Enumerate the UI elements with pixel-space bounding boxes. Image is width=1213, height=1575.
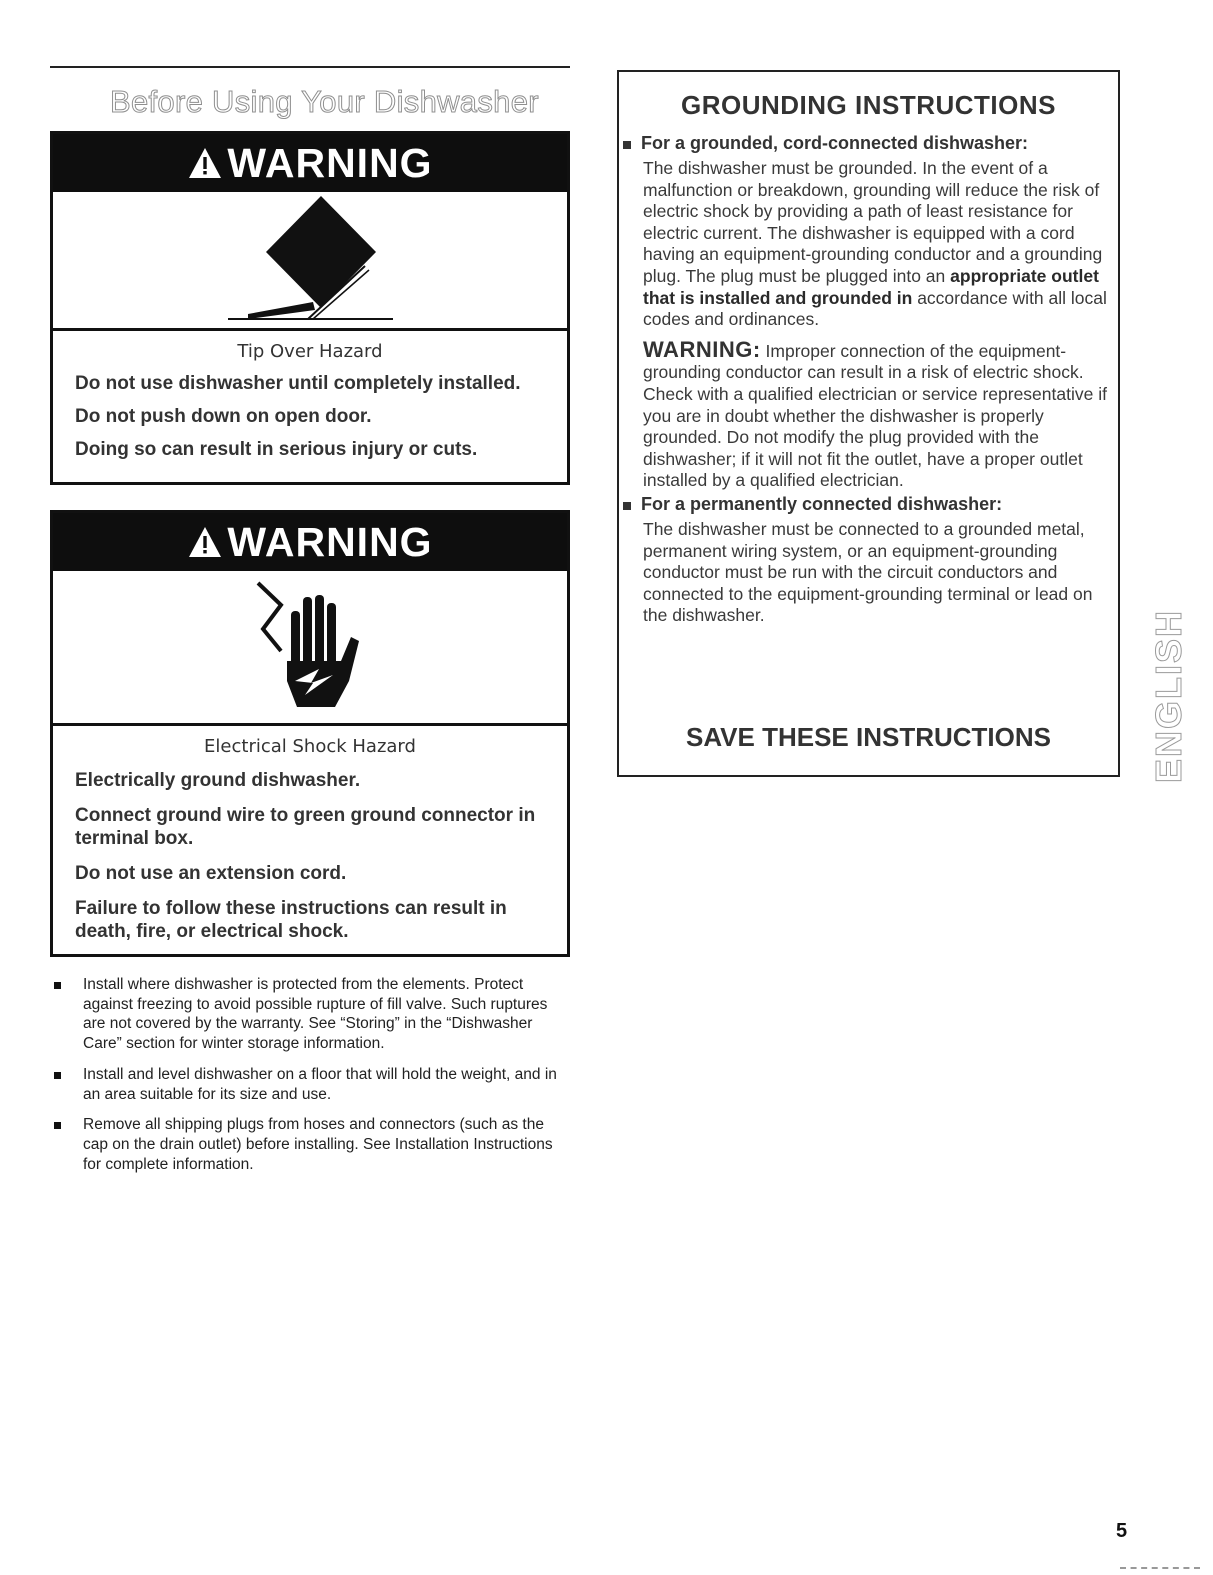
list-item-text: Remove all shipping plugs from hoses and connectors (such as the cap on the drain outlet) before installing. See Installation Instructions for complete information.	[83, 1116, 553, 1173]
list-item-text: Install and level dishwasher on a floor that will hold the weight, and in an area suitable for its size and use.	[83, 1065, 557, 1103]
tip-over-pictogram-area	[53, 192, 567, 331]
warning-label: WARNING:	[643, 336, 761, 362]
tip-over-warning-box	[50, 131, 570, 485]
warning-header	[53, 134, 567, 192]
permanent-heading-row	[619, 494, 1118, 515]
list-item	[50, 1065, 570, 1104]
permanent-heading: For a permanently connected dishwasher:	[641, 493, 1003, 514]
top-rule	[50, 66, 570, 68]
warning-header-label: WARNING	[227, 139, 433, 186]
permanent-paragraph: The dishwasher must be connected to a grounded metal, permanent wiring system, or an equipment-grounding conductor must be run with the circuit conductors and connected to the equipment-grounding terminal or lead on the dishwasher.	[643, 518, 1093, 626]
bullet-square-icon	[623, 502, 631, 510]
bottom-dash	[1120, 1567, 1200, 1571]
warning-text: Improper connection of the equipment-grounding conductor can result in a risk of electric shock. Check with a qualified electrician or service representative if you are in doubt whether the dishwasher is properly grounded. Do not modify the plug provided with the dishwasher; if it will not fit the outlet, have a proper outlet installed by a qualified electrician.	[643, 340, 1107, 491]
page-number: 5	[1116, 1520, 1128, 1542]
save-instructions-title: SAVE THESE INSTRUCTIONS	[685, 722, 1051, 752]
warning-line: Do not use dishwasher until completely installed.	[75, 373, 521, 394]
section-title: Before Using Your Dishwasher	[110, 84, 539, 119]
warning-line: Do not push down on open door.	[75, 406, 372, 427]
corded-text-end: accordance with all local codes and ordinances.	[643, 287, 1107, 330]
install-bullet-list	[50, 975, 570, 1185]
corded-text: The dishwasher must be grounded. In the event of a malfunction or breakdown, grounding will reduce the risk of electric shock by providing a path of least resistance for electric current. The dishwasher is equipped with a cord having an equipment-grounding conductor and a grounding plug. The plug must be plugged into an	[643, 158, 1103, 286]
warning-triangle-icon	[187, 525, 223, 559]
warning-line: Do not use an extension cord.	[75, 863, 347, 884]
corded-paragraph	[643, 158, 1113, 331]
warning-line: Electrically ground dishwasher.	[75, 770, 361, 791]
electrical-shock-warning-box	[50, 510, 570, 957]
list-item	[50, 1115, 570, 1174]
warning-header	[53, 513, 567, 571]
warning-triangle-icon	[187, 146, 223, 180]
grounding-title: GROUNDING INSTRUCTIONS	[681, 90, 1056, 120]
language-side-tab	[1150, 565, 1196, 791]
hazard-title: Tip Over Hazard	[237, 341, 383, 362]
bullet-square-icon	[54, 982, 61, 989]
warning-line: Doing so can result in serious injury or cuts.	[75, 439, 478, 460]
side-tab-label: ENGLISH	[1150, 608, 1189, 783]
list-item-text: Install where dishwasher is protected from the elements. Protect against freezing to avoid possible rupture of fill valve. Such ruptures are not covered by the warranty. See “Storing” in the “Dishwasher Care” section for winter storage information.	[83, 976, 548, 1053]
warning-header-label: WARNING	[227, 518, 433, 565]
bullet-square-icon	[54, 1072, 61, 1079]
corded-bold-text: appropriate outlet that is installed and grounded in	[643, 265, 1099, 308]
warning-line: Failure to follow these instructions can result in death, fire, or electrical shock.	[75, 898, 507, 942]
list-item	[50, 975, 570, 1054]
bullet-square-icon	[54, 1122, 61, 1129]
corded-heading-row	[619, 133, 1118, 154]
warning-line: Connect ground wire to green ground connector in terminal box.	[75, 805, 536, 849]
electric-shock-hand-icon	[53, 571, 567, 723]
grounding-instructions-box	[617, 70, 1120, 777]
bullet-square-icon	[623, 141, 631, 149]
hazard-title: Electrical Shock Hazard	[204, 736, 416, 757]
tip-over-icon	[53, 192, 567, 328]
corded-heading: For a grounded, cord-connected dishwasher:	[641, 133, 1029, 153]
grounding-warning-paragraph	[643, 336, 1113, 492]
shock-pictogram-area	[53, 571, 567, 726]
